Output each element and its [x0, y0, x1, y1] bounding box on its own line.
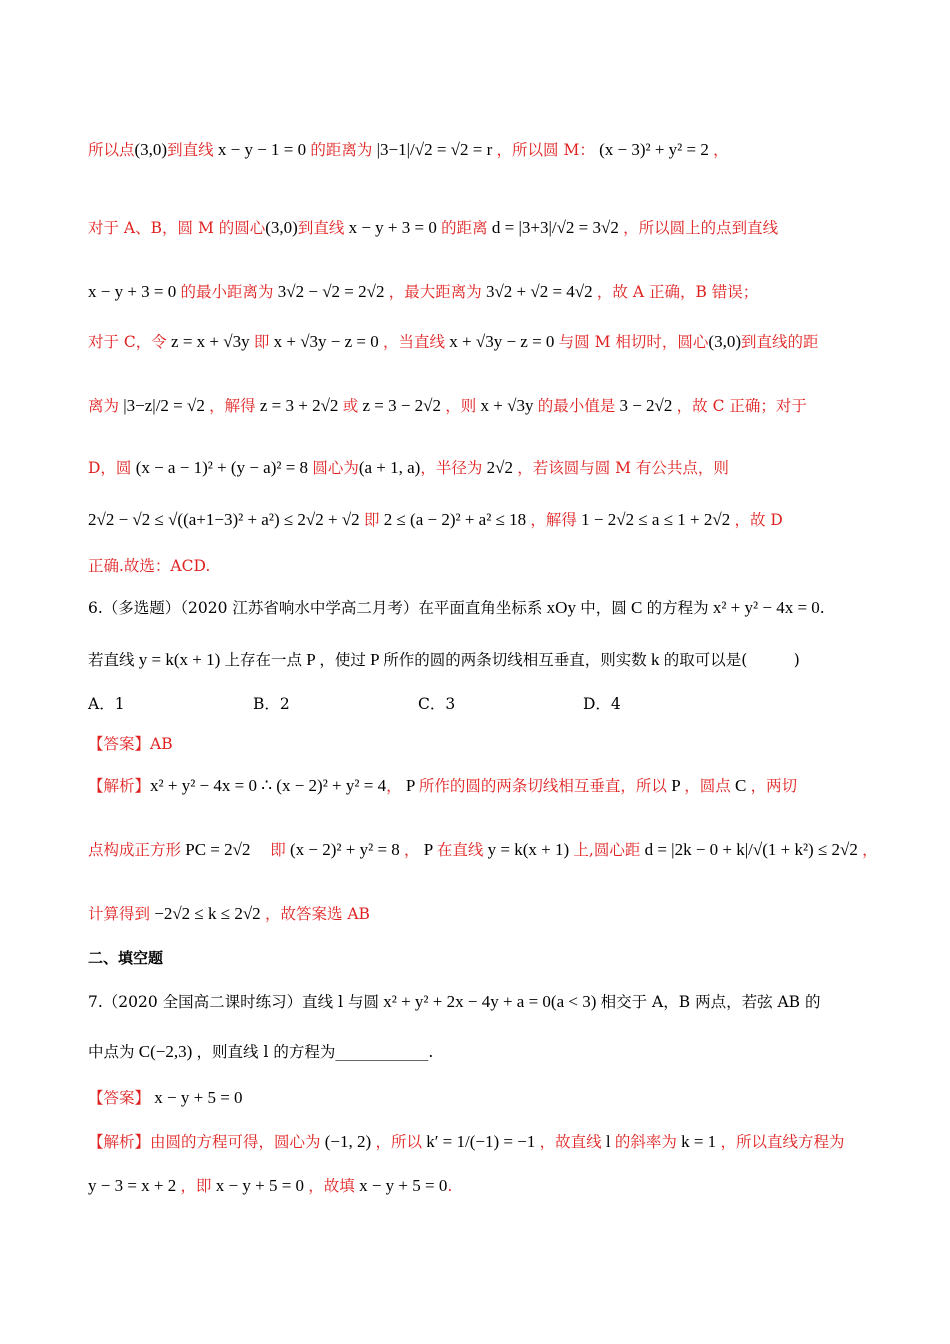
- math-expression: l: [601, 1132, 615, 1151]
- text-segment: 在直线: [436, 841, 484, 859]
- text-segment: 对于 C，令: [88, 333, 167, 351]
- text-line: [88, 776, 860, 796]
- math-expression: x + √3y − z = 0: [445, 332, 559, 351]
- math-expression: C(−2,3): [134, 1042, 197, 1061]
- text-segment: 的取可以是( ): [663, 651, 800, 669]
- math-expression: (a + 1, a): [358, 458, 421, 477]
- math-expression: x − y + 3 = 0: [344, 218, 442, 237]
- math-expression: y = k(x + 1): [483, 840, 574, 859]
- text-segment: 的距离为: [310, 141, 373, 159]
- text-segment: 点构成正方形: [88, 841, 182, 859]
- text-segment: D，圆: [88, 459, 132, 477]
- math-expression: P: [401, 776, 419, 795]
- text-segment: 即: [253, 333, 270, 351]
- math-expression: x − y − 1 = 0: [213, 140, 311, 159]
- text-segment: ，使过: [319, 651, 366, 669]
- option-c: C．3: [418, 695, 456, 713]
- text-segment: ，所以: [375, 1133, 422, 1151]
- math-expression: 1 − 2√2 ≤ a ≤ 1 + 2√2: [576, 510, 735, 529]
- text-segment: 或: [342, 397, 359, 415]
- option-b: B．2: [253, 695, 290, 713]
- text-segment: 对于 A、B，圆 M 的圆心: [88, 219, 266, 237]
- math-expression: 2 ≤ (a − 2)² + a² ≤ 18: [379, 510, 531, 529]
- text-segment: ，故 C 正确；对于: [676, 397, 807, 415]
- text-line: [88, 840, 878, 860]
- text-segment: 上存在一点: [224, 651, 303, 669]
- math-expression: (3,0): [265, 218, 298, 237]
- text-segment: .: [447, 1177, 453, 1195]
- option-d: D．4: [583, 695, 621, 713]
- text-line: [88, 1176, 860, 1196]
- math-expression: (x − 2)² + y² = 8: [285, 840, 405, 859]
- math-expression: z = x + √3y: [166, 332, 254, 351]
- math-expression: 3√2 + √2 = 4√2: [481, 282, 597, 301]
- text-segment: ，故填: [308, 1177, 355, 1195]
- math-expression: P: [365, 650, 384, 669]
- text-segment: 所作的圆的两条切线相互垂直，所以: [418, 777, 667, 795]
- math-expression: P: [666, 776, 685, 795]
- math-expression: k: [646, 650, 664, 669]
- text-segment: 到直线: [167, 141, 214, 159]
- text-segment: ，故 A 正确，B 错误；: [596, 283, 759, 301]
- text-segment: ，所以圆上的点到直线: [623, 219, 779, 237]
- math-expression: C: [626, 598, 647, 617]
- text-segment: 二、填空题: [88, 949, 164, 967]
- text-segment: ，半径为: [420, 459, 483, 477]
- math-expression: x − y + 3 = 0: [88, 282, 181, 301]
- text-segment: ，故答案选 AB: [264, 905, 370, 923]
- text-segment: 的最小距离为: [180, 283, 274, 301]
- math-expression: (3,0): [134, 140, 168, 159]
- math-expression: 2√2 − √2 ≤ √((a+1−3)² + a²) ≤ 2√2 + √2: [88, 510, 364, 529]
- math-expression: P: [302, 650, 320, 669]
- text-segment: 到直线: [297, 219, 345, 237]
- option-a: A．1: [88, 695, 125, 713]
- math-expression: x² + y² − 4x = 0 ∴ (x − 2)² + y² = 4: [150, 776, 387, 795]
- text-segment: 的距离: [441, 219, 488, 237]
- text-line: [88, 948, 860, 968]
- text-segment: ，则: [445, 397, 477, 415]
- math-expression: d = |2k − 0 + k|/√(1 + k²) ≤ 2√2: [640, 840, 863, 859]
- text-segment: 所以点: [88, 141, 135, 159]
- text-line: [88, 1132, 860, 1152]
- text-segment: ，故 D: [734, 511, 783, 529]
- math-expression: k = 1: [676, 1132, 721, 1151]
- math-expression: x − y + 5 = 0: [211, 1176, 309, 1195]
- text-line: [88, 992, 860, 1012]
- text-line: [88, 598, 860, 618]
- text-segment: ，: [386, 777, 402, 795]
- text-segment: 中，圆: [580, 599, 627, 617]
- text-segment: 计算得到: [88, 905, 151, 923]
- text-segment: 【答案】: [88, 1089, 151, 1107]
- text-segment: 6.（多选题）（2020 江苏省响水中学高二月考）在平面直角坐标系: [88, 599, 543, 617]
- text-segment: 若直线: [88, 651, 135, 669]
- math-expression: (x − 3)² + y² = 2: [594, 140, 714, 159]
- math-expression: y − 3 = x + 2: [88, 1176, 181, 1195]
- math-expression: 3 − 2√2: [615, 396, 677, 415]
- math-expression: z = 3 − 2√2: [358, 396, 446, 415]
- text-segment: 的方程为: [646, 599, 709, 617]
- text-segment: ，则直线 l 的方程为____________.: [196, 1043, 434, 1061]
- text-line: [88, 218, 860, 238]
- math-expression: z = 3 + 2√2: [255, 396, 343, 415]
- text-segment: ，圆点: [684, 777, 731, 795]
- text-line: [88, 1042, 860, 1062]
- text-segment: 【答案】AB: [88, 735, 173, 753]
- text-segment: 正确.故选：ACD.: [88, 557, 211, 575]
- math-expression: |3−z|/2 = √2: [119, 396, 210, 415]
- text-segment: ，若该圆与圆 M 有公共点，则: [517, 459, 729, 477]
- text-segment: 【解析】由圆的方程可得，圆心为: [88, 1133, 321, 1151]
- math-expression: x − y + 5 = 0: [150, 1088, 243, 1107]
- text-segment: ，解得: [530, 511, 577, 529]
- text-segment: 圆心为: [312, 459, 359, 477]
- text-segment: ，即: [180, 1177, 212, 1195]
- text-line: [88, 332, 860, 352]
- text-segment: ，所以圆 M：: [496, 141, 595, 159]
- math-expression: |3−1|/√2 = √2 = r: [372, 140, 497, 159]
- text-line: [88, 734, 860, 754]
- math-expression: 3√2 − √2 = 2√2: [273, 282, 389, 301]
- math-expression: k′ = 1/(−1) = −1: [421, 1132, 540, 1151]
- text-segment: 【解析】: [88, 777, 151, 795]
- text-segment: 中点为: [88, 1043, 135, 1061]
- text-segment: 与圆 M 相切时，圆心: [558, 333, 709, 351]
- math-expression: (−1, 2): [320, 1132, 376, 1151]
- text-segment: ，解得: [209, 397, 256, 415]
- math-expression: x² + y² + 2x − 4y + a = 0(a < 3): [378, 992, 601, 1011]
- text-segment: ，: [404, 841, 420, 859]
- math-expression: (3,0): [708, 332, 741, 351]
- math-expression: x + √3y: [476, 396, 538, 415]
- text-segment: .: [819, 599, 825, 617]
- text-line: [88, 458, 860, 478]
- text-line: [88, 650, 860, 670]
- text-segment: ，故直线: [539, 1133, 602, 1151]
- text-segment: ，最大距离为: [388, 283, 482, 301]
- text-segment: ，所以直线方程为: [720, 1133, 845, 1151]
- math-expression: d = |3+3|/√2 = 3√2: [487, 218, 624, 237]
- text-segment: 的斜率为: [614, 1133, 677, 1151]
- text-line: [88, 1088, 860, 1108]
- text-segment: ，当直线: [383, 333, 446, 351]
- text-segment: 的最小值是: [537, 397, 616, 415]
- text-segment: 即: [363, 511, 380, 529]
- math-expression: (x − a − 1)² + (y − a)² = 8: [131, 458, 313, 477]
- math-expression: x + √3y − z = 0: [269, 332, 384, 351]
- text-segment: 离为: [88, 397, 120, 415]
- text-segment: ，两切: [750, 777, 798, 795]
- text-segment: 上,圆心距: [573, 841, 641, 859]
- text-line: [88, 140, 860, 160]
- text-line: [88, 282, 860, 302]
- text-segment: ，: [862, 841, 878, 859]
- text-line: [88, 904, 860, 924]
- math-expression: P: [419, 840, 437, 859]
- text-line: [88, 556, 860, 576]
- math-expression: PC = 2√2: [181, 840, 255, 859]
- math-expression: y = k(x + 1): [134, 650, 225, 669]
- math-expression: x − y + 5 = 0: [354, 1176, 448, 1195]
- text-segment: 即: [254, 841, 286, 859]
- math-expression: 2√2: [482, 458, 518, 477]
- text-segment: ，: [713, 141, 729, 159]
- math-expression: −2√2 ≤ k ≤ 2√2: [150, 904, 265, 923]
- text-line: [88, 510, 860, 530]
- text-line: [88, 396, 860, 416]
- math-expression: xOy: [542, 598, 581, 617]
- text-segment: 到直线的距: [740, 333, 819, 351]
- text-segment: 所作的圆的两条切线相互垂直，则实数: [383, 651, 647, 669]
- text-segment: 相交于 A，B 两点，若弦 AB 的: [600, 993, 821, 1011]
- text-segment: 7.（2020 全国高二课时练习）直线 l 与圆: [88, 993, 379, 1011]
- math-expression: x² + y² − 4x = 0: [708, 598, 820, 617]
- math-expression: C: [730, 776, 751, 795]
